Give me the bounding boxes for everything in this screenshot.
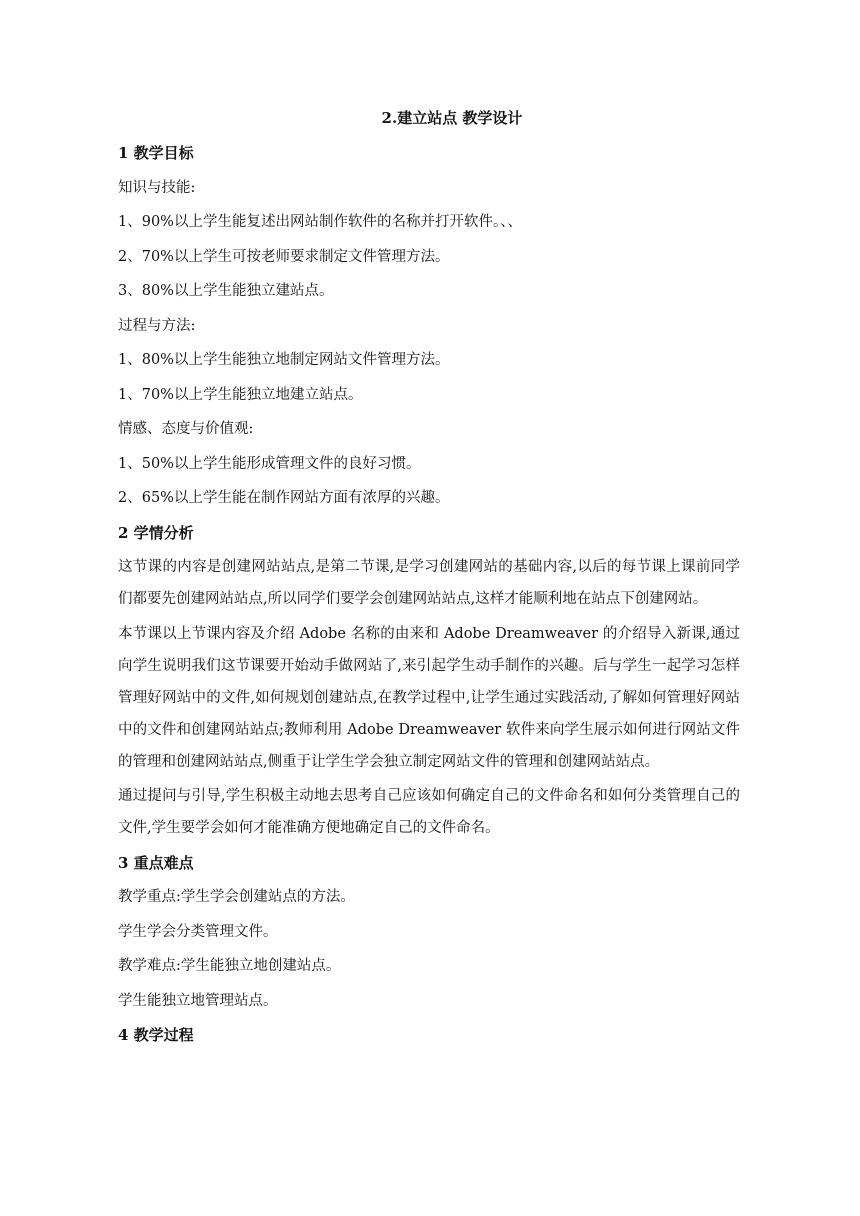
key-point-line: 学生能独立地管理站点。 <box>118 992 278 1009</box>
knowledge-item: 1、90%以上学生能复述出网站制作软件的名称并打开软件。、、 <box>118 214 522 230</box>
section-heading-objectives: 1 教学目标 <box>118 144 194 162</box>
process-item: 1、70%以上学生能独立地建立站点。 <box>118 386 363 403</box>
knowledge-item: 3、80%以上学生能独立建站点。 <box>118 283 334 299</box>
analysis-paragraph: 本节课以上节课内容及介绍 Adobe 名称的由来和 Adobe Dreamweaver 的介绍导入新课,通过向学生说明我们这节课要开始动手做网站了,来引起学生动手制作的兴趣。后与学生一起学习怎样管理好网站中的文件,如何规划创建站点,在教学过程中,让学生通过实践活动,了解如何管理好网站中的文件和创建网站站点;教师利用 Adobe Dreamweaver 软件来向学生展示如何进行网站文件的管理和创建网站站点,侧重于让学生学会独立制定网站文件的管理和创建网站站点。 <box>118 625 740 770</box>
analysis-paragraph: 通过提问与引导,学生积极主动地去思考自己应该如何确定自己的文件命名和如何分类管理自己的文件,学生要学会如何才能准确方便地确定自己的文件命名。 <box>118 788 740 836</box>
analysis-paragraph: 这节课的内容是创建网站站点,是第二节课,是学习创建网站的基础内容,以后的每节课上课前同学们都要先创建网站站点,所以同学们要学会创建网站站点,这样才能顺利地在站点下创建网站。 <box>118 559 740 607</box>
key-point-line: 教学重点:学生学会创建站点的方法。 <box>118 889 355 905</box>
key-point-line: 学生学会分类管理文件。 <box>118 923 278 940</box>
section-heading-learner-analysis: 2 学情分析 <box>118 523 194 542</box>
emotion-values-label: 情感、态度与价值观: <box>118 421 254 437</box>
emotion-item: 2、65%以上学生能在制作网站方面有浓厚的兴趣。 <box>118 490 450 506</box>
emotion-item: 1、50%以上学生能形成管理文件的良好习惯。 <box>118 455 421 472</box>
key-point-line: 教学难点:学生能独立地创建站点。 <box>118 958 341 974</box>
document-page <box>118 107 740 1059</box>
process-item: 1、80%以上学生能独立地制定网站文件管理方法。 <box>118 352 450 368</box>
section-heading-key-points: 3 重点难点 <box>118 853 194 872</box>
knowledge-item: 2、70%以上学生可按老师要求制定文件管理方法。 <box>118 248 450 265</box>
knowledge-skills-label: 知识与技能: <box>118 179 196 196</box>
document-title: 2.建立站点 教学设计 <box>381 109 523 127</box>
section-heading-teaching-process: 4 教学过程 <box>118 1026 194 1044</box>
process-methods-label: 过程与方法: <box>118 317 196 334</box>
